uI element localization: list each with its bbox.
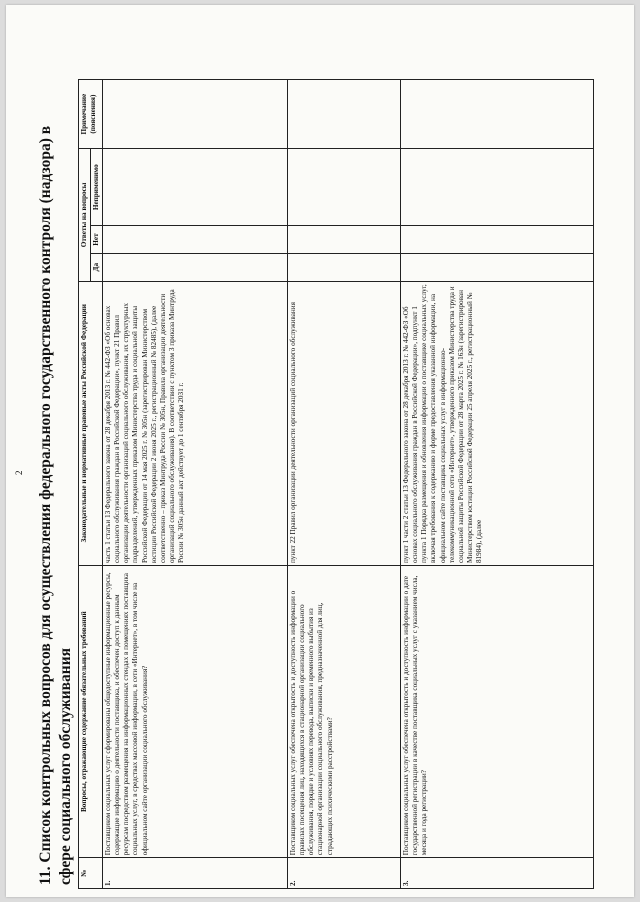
answer-no-cell[interactable] <box>288 226 401 254</box>
table-row <box>103 80 288 889</box>
answer-na-cell[interactable] <box>103 149 288 226</box>
page-number: 2 <box>14 470 24 475</box>
answer-no-cell[interactable] <box>103 226 288 254</box>
acts-cell: пункт 22 Правил организации деятельности организаций социального обслуживания <box>288 281 401 566</box>
note-cell[interactable] <box>401 80 594 149</box>
acts-cell: пункт 1 части 2 статьи 13 Федерального закона от 28 декабря 2013 г. № 442-ФЗ «Об основах социального обслуживания граждан в Российской Федерации», подпункт 1 пункта 1 Порядка размещения и обновления информации о поставщике социальных услуг, включая требования к содержанию и форме предоставления указанной информации, на официальном сайте поставщика социальных услуг в информационно-телекоммуникационной сети «Интернет», утвержденного приказом Министерства труда и социальной защиты Российской Федерации от 28 марта 2025 г. № 163н (зарегистрирован Министерством юстиции Российской Федерации 25 апреля 2025 г., регистрационный № 81984), (далее <box>401 281 594 566</box>
header-row <box>79 80 91 889</box>
note-cell[interactable] <box>103 80 288 149</box>
answer-yes-cell[interactable] <box>401 253 594 281</box>
checklist-table <box>78 79 594 889</box>
row-number: 1. <box>103 858 288 889</box>
rotated-page <box>6 5 634 897</box>
col-header-answers: Ответы на вопросы <box>79 149 91 281</box>
answer-na-cell[interactable] <box>288 149 401 226</box>
col-header-yes: Да <box>91 253 103 281</box>
col-header-na: Неприменимо <box>91 149 103 226</box>
acts-cell: часть 1 статьи 13 Федерального закона от 28 декабря 2013 г. № 442-ФЗ «Об основах социального обслуживания граждан в Российской Федерации», пункт 21 Правил организации деятельности организаций социального обслуживания, их структурных подразделений, утвержденных приказом Министерства труда и социальной защиты Российской Федерации от 14 мая 2025 г. № 305н (зарегистрирован Министерством юстиции Российской Федерации 2 июня 2025 г., регистрационный № 82485), (далее соответственно – приказ Минтруда России № 305н, Правила организации деятельности организаций социального обслуживания). В соответствии с пунктом 3 приказа Минтруда России № 305н данный акт действует до 1 сентября 2031 г. <box>103 281 288 566</box>
note-cell[interactable] <box>288 80 401 149</box>
answer-na-cell[interactable] <box>401 149 594 226</box>
section-heading: 11. Список контрольных вопросов для осуществления федерального государственного контроля (надзора) в сфере социального обслуживания <box>37 125 74 885</box>
question-cell: Поставщиком социальных услуг сформированы общедоступные информационные ресурсы, содержащие информацию о деятельности поставщика, и обеспечен доступ к данным ресурсам посредством размещения на информационных стендах в помещениях поставщика социальных услуг, в средствах массовой информации, в сети «Интернет», в том числе на официальном сайте организации социального обслуживания? <box>103 566 288 858</box>
answer-yes-cell[interactable] <box>288 253 401 281</box>
row-number: 2. <box>288 858 401 889</box>
table-row <box>288 80 401 889</box>
col-header-num: № <box>79 858 103 889</box>
col-header-note: Примечание (пояснения) <box>79 80 103 149</box>
question-cell: Поставщиком социальных услуг обеспечена открытость и доступность информации о правилах посещения лиц, находящихся в стационарной организации социального обслуживания, порядке и условиях перевода, выписки и временного выбытия из стационарной организации социального обслуживания, предназначенной для лиц, страдающих психическими расстройствами? <box>288 566 401 858</box>
question-cell: Поставщиком социальных услуг обеспечена открытость и доступность информации о дате государственной регистрации в качестве поставщика социальных услуг с указанием числа, месяца и года регистрации? <box>401 566 594 858</box>
row-number: 3. <box>401 858 594 889</box>
col-header-acts: Законодательные и нормативные правовые акты Российской Федерации <box>79 281 103 566</box>
answer-no-cell[interactable] <box>401 226 594 254</box>
table-row <box>401 80 594 889</box>
document-sheet <box>6 5 634 897</box>
answer-yes-cell[interactable] <box>103 253 288 281</box>
col-header-question: Вопросы, отражающие содержание обязательных требований <box>79 566 103 858</box>
col-header-no: Нет <box>91 226 103 254</box>
